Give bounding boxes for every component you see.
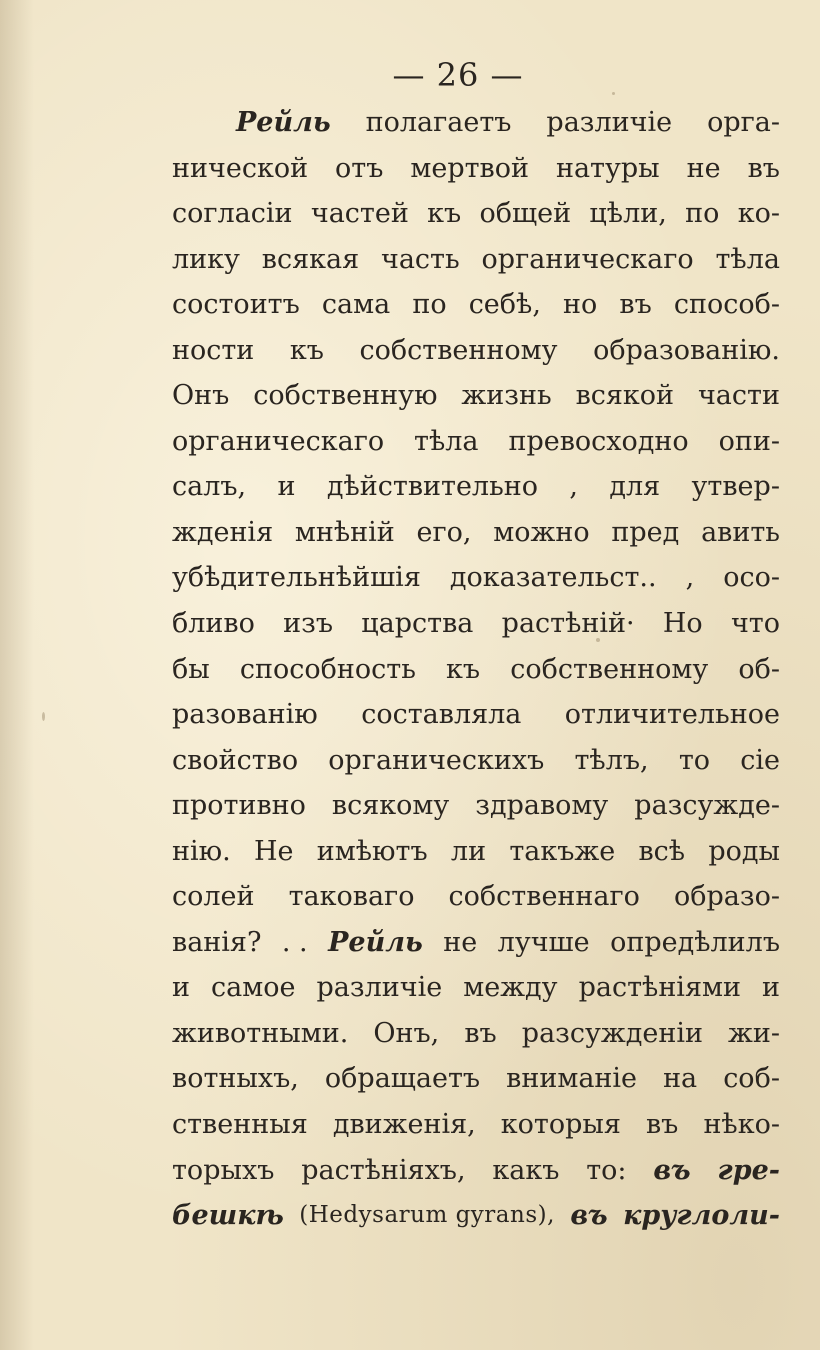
text-line [172,1056,780,1102]
word: мертвой [410,152,530,184]
word: между [463,972,558,1004]
word: пред [611,516,680,548]
word: составляла [361,699,522,731]
word: натуры [555,152,660,184]
text-line [172,783,780,829]
text-line [172,965,780,1011]
word: жи- [728,1017,780,1049]
word: Не [253,835,294,867]
word: къ [289,334,324,366]
text-line [172,282,780,328]
word: ванія? [172,926,262,958]
word: въ [747,152,780,184]
word: ли [450,835,487,867]
body-text [172,100,780,1239]
word: состоитъ [172,289,300,321]
word: жденія [172,516,274,548]
text-line [172,1193,780,1239]
word: органическаго [172,425,385,457]
word: какъ [492,1154,560,1186]
italic-word: Рейль [236,107,331,138]
word: свойство [172,744,299,776]
word: и [277,471,296,503]
text-line [172,555,780,601]
word: сама [321,289,391,321]
word: опи- [718,425,780,457]
word: животными. [172,1017,349,1049]
word: части [697,380,780,412]
word: въ [619,289,652,321]
word: не [686,152,721,184]
word: часть [380,243,460,275]
word: бливо [172,608,255,640]
text-line [172,738,780,784]
word: всякому [331,790,450,822]
word: , [685,562,695,594]
paper-speck [42,712,45,721]
word: движенія, [332,1109,476,1141]
word: опредѣлилъ [610,926,780,958]
word: всѣ [638,835,686,867]
word: бы [172,653,210,685]
word: согласіи [172,198,293,230]
word: ственныя [172,1109,308,1141]
text-line [172,829,780,875]
word: органическихъ [328,744,545,776]
word: что [730,608,780,640]
text-line [172,692,780,738]
word: роды [708,835,780,867]
word: тѣла [715,243,780,275]
word: отъ [335,152,384,184]
text-line [172,874,780,920]
word: утвер- [691,471,780,503]
word: орга- [707,107,780,138]
word: на [663,1063,698,1095]
italic-word: гре- [717,1154,780,1186]
text-line [172,100,780,146]
italic-word: въ [570,1200,608,1232]
word: вниманіе [506,1063,638,1095]
word: таковаго [288,881,415,913]
text-line [172,191,780,237]
text-line [172,510,780,556]
word: по [412,289,447,321]
word: мнѣній [294,516,395,548]
text-line [172,328,780,374]
word: тѣла [414,425,479,457]
word: собственному [359,334,558,366]
italic-word: въ [653,1154,691,1186]
word: авить [701,516,780,548]
word: можно [493,516,590,548]
word: органическаго [481,243,694,275]
word: убѣдительнѣйшія [172,562,421,594]
text-line [172,237,780,283]
word: для [609,471,661,503]
word: себѣ, [468,289,541,321]
word: Онъ, [373,1017,440,1049]
word: имѣютъ [316,835,428,867]
word: ности [172,334,255,366]
word: къ [427,198,462,230]
word: способность [239,653,416,685]
text-line [172,146,780,192]
word: дѣйствительно [326,471,539,503]
word: собственнаго [448,881,640,913]
word: нію. [172,835,231,867]
word: всякой [575,380,675,412]
paper-speck [612,92,615,95]
word: которыя [500,1109,621,1141]
word: обращаетъ [324,1063,481,1095]
text-line [172,601,780,647]
word: то: [586,1154,627,1186]
word: самое [211,972,296,1004]
word: различіе [546,107,673,138]
word: частей [310,198,409,230]
word: превосходно [508,425,689,457]
text-line [172,1011,780,1057]
word: отличительное [564,699,780,731]
text-line [172,464,780,510]
word: жизнь [461,380,552,412]
word: и [172,972,190,1004]
word: вотныхъ, [172,1063,299,1095]
word: то [678,744,711,776]
paper-speck [596,638,600,642]
word: собственную [253,380,438,412]
word: образованію. [593,334,780,366]
italic-word: круглоли- [623,1200,780,1232]
word: доказательст.. [449,562,657,594]
word: об- [738,653,780,685]
word: растѣніяхъ, [301,1154,466,1186]
word: соб- [723,1063,780,1095]
text-line [172,373,780,419]
word: Но [662,608,703,640]
word: , [569,471,578,503]
word: противно [172,790,306,822]
word: лучше [497,926,590,958]
text-line [172,1102,780,1148]
word: въ [645,1109,679,1141]
word: и [762,972,780,1004]
word: салъ, [172,471,247,503]
word: способ- [673,289,780,321]
word: такъже [509,835,616,867]
word: не [443,926,478,958]
word: торыхъ [172,1154,275,1186]
word: растѣніями [578,972,741,1004]
word: разсужде- [634,790,780,822]
text-line [172,920,780,966]
word: сіе [740,744,780,776]
word: тѣлъ, [574,744,649,776]
word: въ [464,1017,497,1049]
word: . . [281,926,308,958]
word: лику [172,243,240,275]
word: разсужденіи [521,1017,703,1049]
word: образо- [674,881,780,913]
word: общей [479,198,572,230]
gutter-shadow [0,0,34,1350]
word: по [685,198,720,230]
word: растѣній· [501,608,635,640]
page-number: — 26 — [392,56,524,94]
word: разованію [172,699,318,731]
word: (Hedysarum gyrans), [299,1202,555,1229]
word: осо- [723,562,780,594]
word: царства [361,608,474,640]
word: изъ [283,608,334,640]
word: но [563,289,598,321]
word: солей [172,881,255,913]
word: ко- [737,198,780,230]
word: собственному [510,653,709,685]
word: къ [446,653,481,685]
italic-word: Рейль [328,926,423,958]
word: здравому [475,790,609,822]
word: различіе [316,972,443,1004]
word: цѣли, [589,198,667,230]
word: всякая [261,243,360,275]
word: полагаетъ [365,107,512,138]
word: нѣко- [703,1109,780,1141]
word: его, [416,516,472,548]
text-line [172,1148,780,1194]
text-line [172,419,780,465]
word: Онъ [172,380,230,412]
word: нической [172,152,309,184]
text-line [172,647,780,693]
italic-word: бешкѣ [172,1200,284,1232]
